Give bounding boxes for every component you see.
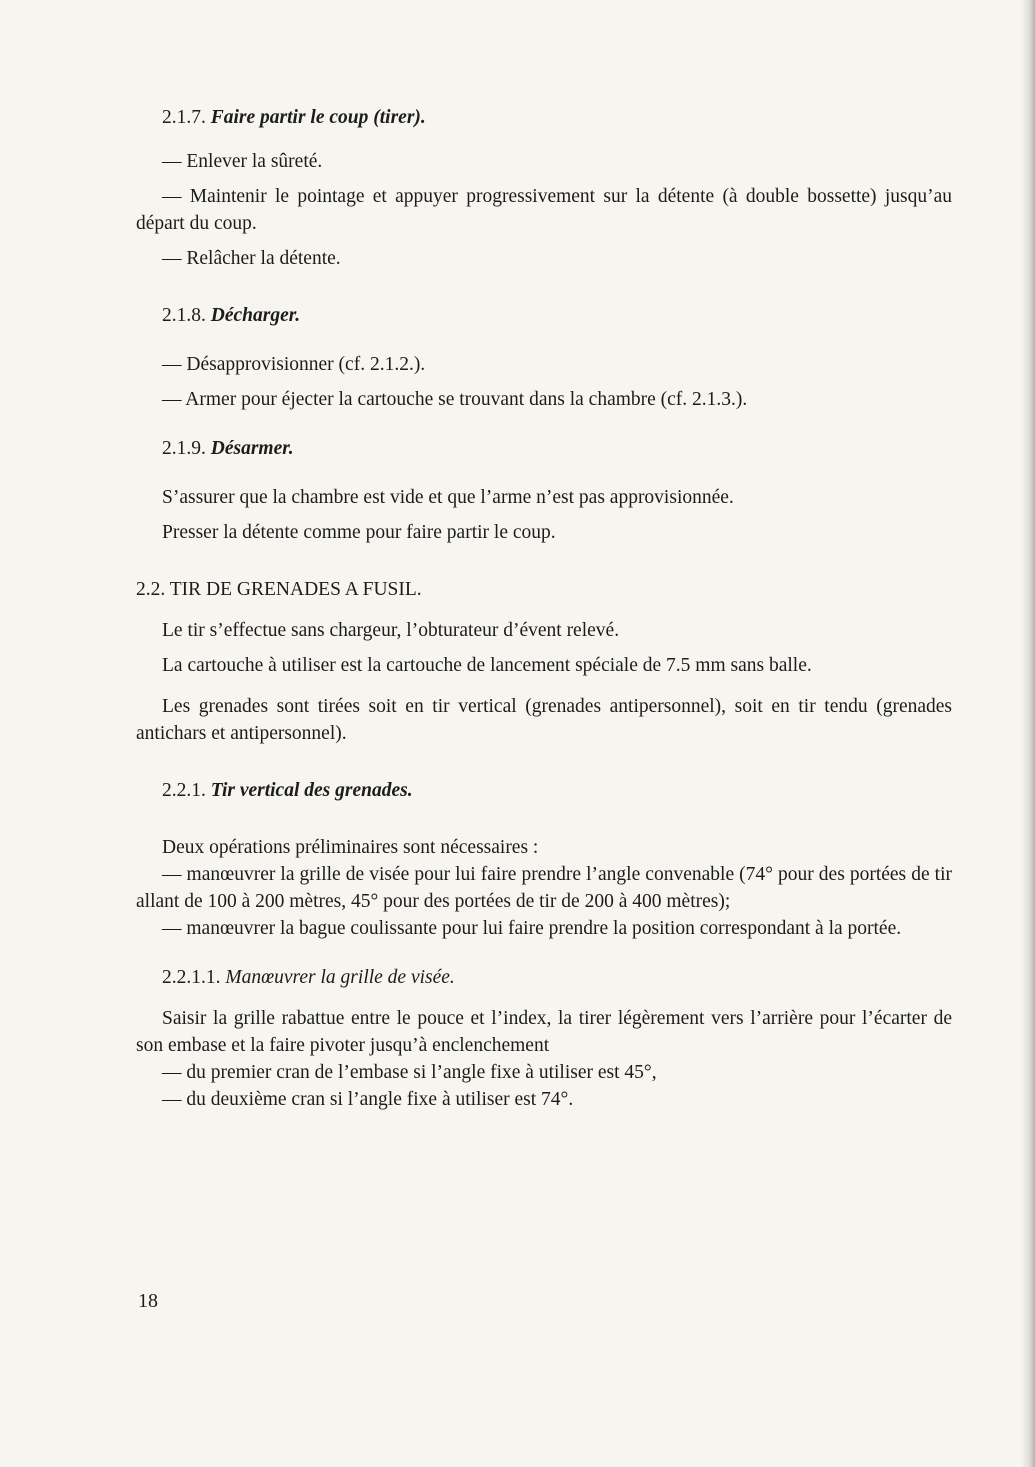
section-title-paren: (tirer). (373, 107, 426, 128)
section-number: 2.1.9. (162, 438, 206, 459)
paragraph: Les grenades sont tirées soit en tir vertical (grenades antipersonnel), soit en tir tendu (grenades antichars et antipersonnel). (136, 696, 952, 744)
section-heading-2-2-1-1 (136, 964, 952, 991)
list-item: — Enlever la sûreté. (162, 151, 323, 172)
section-heading-2-1-9 (136, 435, 952, 462)
section-title: Désarmer. (210, 438, 294, 459)
section-number: 2.1.8. (162, 305, 206, 326)
page-edge-shadow (1021, 0, 1035, 1467)
list-item: — du premier cran de l’embase si l’angle fixe à utiliser est 45°, (162, 1062, 657, 1083)
section-number: 2.2.1. (162, 780, 206, 801)
list-item: — Désapprovisionner (cf. 2.1.2.). (162, 354, 426, 375)
list-item: — Relâcher la détente. (162, 248, 341, 269)
list-item: — manœuvrer la grille de visée pour lui faire prendre l’angle convenable (74° pour des portées de tir allant de 100 à 200 mètres, 45° pour des portées de tir de 200 à 400 mètres); (136, 864, 952, 912)
section-title: Faire partir le coup (210, 107, 369, 128)
section-heading-2-2-1 (136, 777, 952, 804)
section-title: Manœuvrer la grille de visée. (225, 967, 455, 988)
list-item: — Armer pour éjecter la cartouche se trouvant dans la chambre (cf. 2.1.3.). (162, 389, 748, 410)
list-item: — du deuxième cran si l’angle fixe à utiliser est 74°. (162, 1089, 574, 1110)
page-number: 18 (138, 1290, 158, 1312)
section-title: Tir vertical des grenades. (210, 780, 413, 801)
paragraph: Le tir s’effectue sans chargeur, l’obturateur d’évent relevé. (162, 620, 620, 641)
section-number: 2.2.1.1. (162, 967, 221, 988)
section-heading-2-2: 2.2. TIR DE GRENADES A FUSIL. (136, 579, 422, 600)
section-title: Décharger. (210, 305, 301, 326)
section-number: 2.1.7. (162, 107, 206, 128)
list-item: — manœuvrer la bague coulissante pour lui faire prendre la position correspondant à la portée. (162, 918, 902, 939)
section-heading-2-1-7 (136, 104, 952, 131)
list-item: — Maintenir le pointage et appuyer progressivement sur la détente (à double bossette) jusqu’au départ du coup. (136, 186, 952, 234)
section-heading-2-1-8 (136, 302, 952, 329)
paragraph: La cartouche à utiliser est la cartouche de lancement spéciale de 7.5 mm sans balle. (162, 655, 812, 676)
paragraph: Saisir la grille rabattue entre le pouce et l’index, la tirer légèrement vers l’arrière pour l’écarter de son embase et la faire pivoter jusqu’à enclenchement (136, 1008, 952, 1056)
document-page (136, 104, 952, 1113)
paragraph: Presser la détente comme pour faire partir le coup. (162, 522, 556, 543)
paragraph: Deux opérations préliminaires sont nécessaires : (162, 837, 539, 858)
paragraph: S’assurer que la chambre est vide et que l’arme n’est pas approvisionnée. (162, 487, 734, 508)
